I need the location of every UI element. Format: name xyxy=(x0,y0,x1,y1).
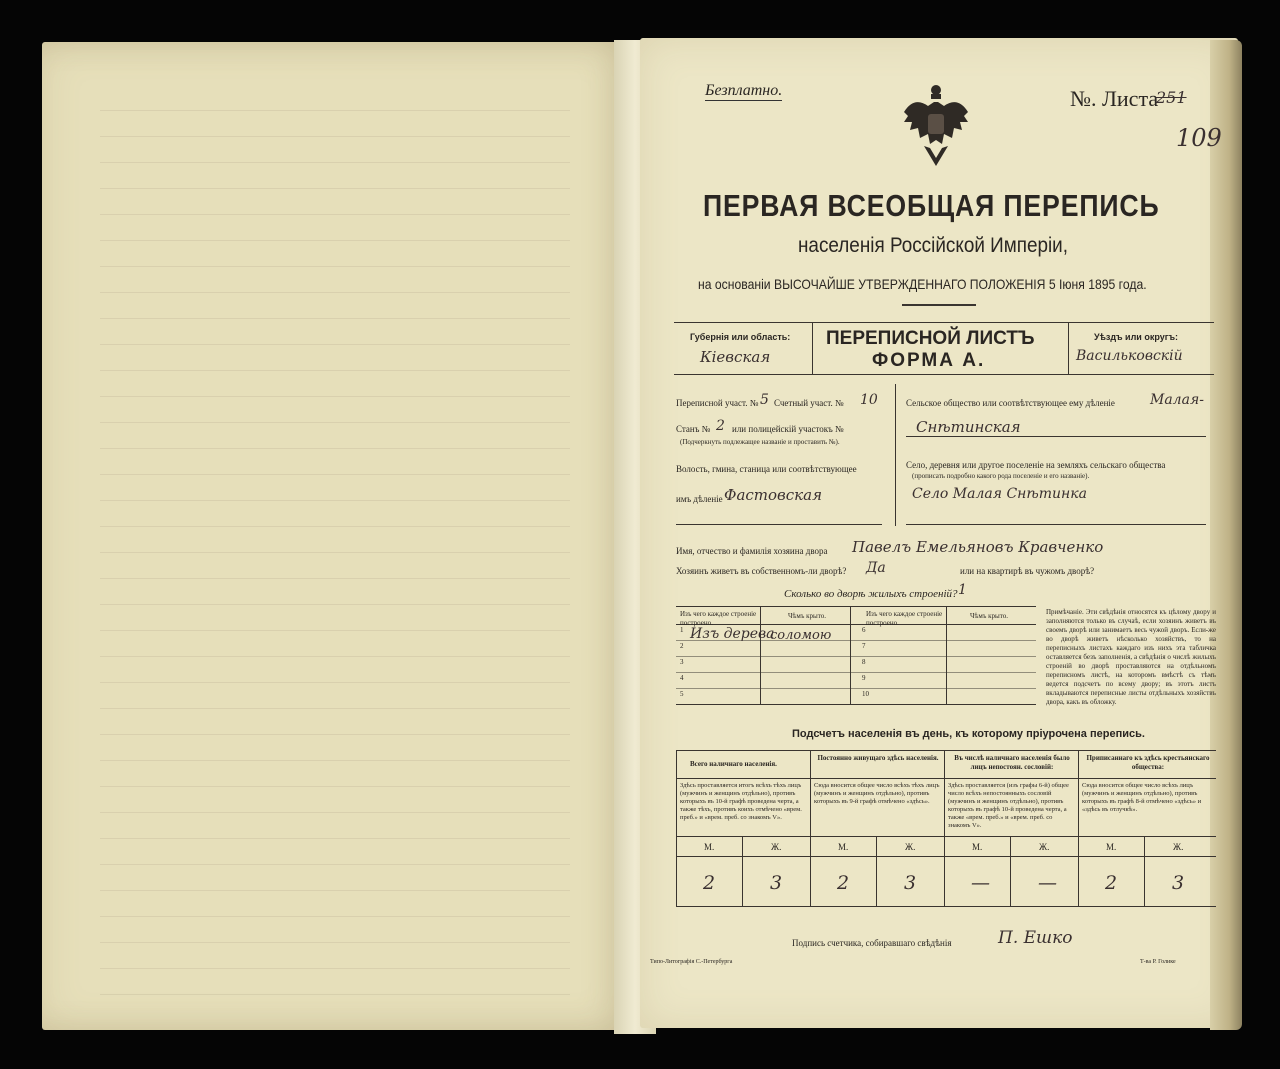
sex-column-label: Ж. xyxy=(1039,842,1050,852)
sex-column-label: М. xyxy=(838,842,849,852)
buildings-row-line xyxy=(676,688,1036,689)
ruling-line xyxy=(100,604,570,605)
sex-divider xyxy=(1144,836,1145,906)
left-page-blank xyxy=(42,42,628,1030)
ruling-line xyxy=(100,318,570,319)
owner-value: Павелъ Емельяновъ Кравченко xyxy=(852,538,1104,556)
summary-d4: Сюда вносится общее число всѣхъ лицъ (мужчинъ и женщинъ отдѣльно), противъ которыхъ въ графѣ 8-й отмѣчено «здѣсь» и «здѣсь въ отлучкѣ». xyxy=(1082,782,1202,813)
ruling-line xyxy=(100,578,570,579)
owner-lives-value: Да xyxy=(866,560,886,576)
form-header-divider xyxy=(1068,322,1069,374)
row-number: 10 xyxy=(862,690,869,698)
buildings-row-line xyxy=(676,656,1036,657)
ruling-line xyxy=(100,942,570,943)
ruling-line xyxy=(100,344,570,345)
village-label: Село, деревня или другое поселеніе на земляхъ сельскаго общества xyxy=(906,460,1166,470)
form-legal-basis: на основаніи ВЫСОЧАЙШЕ УТВЕРЖДЕННАГО ПОЛОЖЕНІЯ 5 Іюня 1895 года. xyxy=(698,276,1147,292)
sex-column-label: Ж. xyxy=(1173,842,1184,852)
summary-d2: Сюда вносится общее число всѣхъ тѣхъ лицъ (мужчинъ и женщинъ отдѣльно), противъ которыхъ въ 9-й графѣ отмѣчено «здѣсь». xyxy=(814,782,940,805)
summary-title: Подсчетъ населенія въ день, къ которому пріурочена перепись. xyxy=(792,728,1145,740)
buildings-table-divider xyxy=(850,606,851,704)
form-header-top-line xyxy=(674,322,1214,323)
roof-col-header-2: Чѣмъ крыто. xyxy=(970,612,1008,620)
stan-label: Станъ № xyxy=(676,424,711,434)
ornament-divider xyxy=(902,304,976,306)
count-section-value: 10 xyxy=(860,392,878,408)
count-value: 2 xyxy=(1105,872,1118,894)
ruling-line xyxy=(100,994,570,995)
ruling-line xyxy=(100,526,570,527)
printer-right: Т-ва Р. Голике xyxy=(1140,959,1176,965)
uezd-label: Уѣздъ или округъ: xyxy=(1094,332,1179,342)
sex-divider xyxy=(876,836,877,906)
row1-roof: соломою xyxy=(770,628,832,643)
sheet-type-line2: ФОРМА А. xyxy=(872,350,986,371)
ruling-line xyxy=(100,188,570,189)
summary-d1: Здѣсь проставляется итогъ всѣхъ тѣхъ лицъ (мужчинъ и женщинъ отдѣльно), противъ которыхъ въ 10-й графѣ проведена черта, а также тѣхъ, противъ коихъ отмѣчено «врем. преб.» и «врем. преб. со знакомъ V». xyxy=(680,782,802,821)
sheet-number-label: №. Листа xyxy=(1070,86,1159,111)
buildings-table-line xyxy=(676,704,1036,705)
ruling-line xyxy=(100,448,570,449)
underline-note: (Подчеркнуть подлежащее названіе и проставить №). xyxy=(680,438,840,446)
ruling-line xyxy=(100,682,570,683)
sex-divider xyxy=(742,836,743,906)
summary-line xyxy=(676,906,1216,907)
summary-line xyxy=(676,778,1216,779)
society-label: Сельское общество или соотвѣтствующее ему дѣленіе xyxy=(906,398,1115,408)
summary-divider xyxy=(810,750,811,906)
volost-value: Фастовская xyxy=(724,486,823,504)
note-text: Примѣчаніе. Эти свѣдѣнія относятся къ цѣлому двору и заполняются только въ случаѣ, если хозяинъ живетъ въ своемъ дворѣ или занимаетъ весь чужой дворъ. Если-же во дворѣ живетъ нѣсколько хозяйствъ, то на переписныхъ листахъ каждаго изъ нихъ эта табличка оставляется безъ заполненія, а свѣдѣнія о числѣ жилыхъ строеній во дворѣ проставляются на отдѣльномъ переписномъ листѣ, на которомъ вмѣстѣ съ тѣмъ ведется подсчетъ по всему двору; въ этотъ листъ вкладываются переписные листы отдѣльныхъ хозяйствъ двора, какъ въ обложку. xyxy=(1046,608,1216,706)
ruling-line xyxy=(100,136,570,137)
row-number: 9 xyxy=(862,674,866,682)
ruling-line xyxy=(100,396,570,397)
sex-column-label: Ж. xyxy=(771,842,782,852)
village-note: (прописать подробно какого рода поселеніе и его названіе). xyxy=(912,472,1090,480)
buildings-label: Сколько во дворѣ жилыхъ строеній? xyxy=(784,588,958,600)
gubernia-label: Губернія или область: xyxy=(690,332,791,342)
village-value: Село Малая Снѣтинка xyxy=(912,486,1087,502)
summary-h3: Въ числѣ наличнаго населенія было лицъ непостоян. сословій: xyxy=(954,754,1070,771)
owner-lives-label: Хозяинъ живетъ въ собственномъ-ли дворѣ? xyxy=(676,566,847,576)
society-underline xyxy=(906,436,1206,437)
ruling-line xyxy=(100,500,570,501)
buildings-table-divider xyxy=(760,606,761,704)
row-number: 3 xyxy=(680,658,684,666)
ruling-line xyxy=(100,812,570,813)
signature-label: Подпись счетчика, собиравшаго свѣдѣнія xyxy=(792,938,952,948)
row-number: 2 xyxy=(680,642,684,650)
roof-col-header: Чѣмъ крыто. xyxy=(788,612,826,620)
census-form-page xyxy=(640,38,1238,1028)
row-number: 7 xyxy=(862,642,866,650)
archive-number: 109 xyxy=(1176,124,1222,152)
uezd-value: Васильковскій xyxy=(1076,348,1183,364)
census-section-label: Переписной участ. № xyxy=(676,398,759,408)
ruling-line xyxy=(100,838,570,839)
ruling-line xyxy=(100,968,570,969)
sheet-type-line1: ПЕРЕПИСНОЙ ЛИСТЪ xyxy=(826,328,1035,349)
ruling-line xyxy=(100,708,570,709)
ruling-line xyxy=(100,864,570,865)
row-number: 5 xyxy=(680,690,684,698)
printer-left: Типо-Литографія С.-Петербурга xyxy=(650,959,733,965)
column-divider xyxy=(895,384,896,526)
material-col-header: Изъ чего каждое строеніе построено. xyxy=(680,610,757,627)
society-value-1: Малая- xyxy=(1150,392,1204,408)
ruling-line xyxy=(100,292,570,293)
row1-material: Изъ дерева xyxy=(690,626,775,642)
volost-underline xyxy=(676,524,882,525)
ruling-line xyxy=(100,266,570,267)
ruling-line xyxy=(100,734,570,735)
count-value: 3 xyxy=(770,872,783,894)
ruling-line xyxy=(100,916,570,917)
ruling-line xyxy=(100,786,570,787)
buildings-value: 1 xyxy=(958,582,967,598)
sex-column-label: Ж. xyxy=(905,842,916,852)
free-label: Безплатно. xyxy=(705,82,783,99)
ruling-line xyxy=(100,162,570,163)
sex-column-label: М. xyxy=(972,842,983,852)
buildings-table-line xyxy=(676,606,1036,607)
count-value: — xyxy=(971,872,990,894)
count-value: 2 xyxy=(703,872,716,894)
count-section-label: Счетный участ. № xyxy=(774,398,844,408)
apartment-label: или на квартирѣ въ чужомъ дворѣ? xyxy=(960,566,1095,576)
summary-h1: Всего наличнаго населенія. xyxy=(690,760,777,768)
count-value: 2 xyxy=(837,872,850,894)
ruling-line xyxy=(100,422,570,423)
owner-label: Имя, отчество и фамилія хозяина двора xyxy=(676,546,828,556)
row-number: 4 xyxy=(680,674,684,682)
form-header-bottom-line xyxy=(674,374,1214,375)
ruling-line xyxy=(100,370,570,371)
summary-line xyxy=(676,856,1216,857)
summary-divider xyxy=(944,750,945,906)
volost-label-2: имъ дѣленіе xyxy=(676,494,723,504)
gubernia-value: Кіевская xyxy=(700,348,771,366)
sex-column-label: М. xyxy=(704,842,715,852)
sex-column-label: М. xyxy=(1106,842,1117,852)
form-subtitle: населенія Россійской Имперіи, xyxy=(798,234,1068,257)
ruling-line xyxy=(100,656,570,657)
volost-label: Волость, гмина, станица или соотвѣтствующее xyxy=(676,464,857,474)
society-value-2: Снѣтинская xyxy=(916,418,1021,436)
ruling-line xyxy=(100,214,570,215)
ruling-line xyxy=(100,760,570,761)
count-value: 3 xyxy=(904,872,917,894)
police-section-label: или полицейскій участокъ № xyxy=(732,424,844,434)
form-header-divider xyxy=(812,322,813,374)
summary-h2: Постоянно живущаго здѣсь населенія. xyxy=(817,754,939,762)
ruling-line xyxy=(100,110,570,111)
row-number: 1 xyxy=(680,626,684,634)
material-col-header-2: Изъ чего каждое строеніе построено. xyxy=(866,610,943,627)
ruling-line xyxy=(100,552,570,553)
village-underline xyxy=(906,524,1206,525)
summary-line xyxy=(676,836,1216,837)
buildings-row-line xyxy=(676,672,1036,673)
sex-divider xyxy=(1010,836,1011,906)
double-headed-eagle-emblem xyxy=(894,82,978,172)
ruling-line xyxy=(100,474,570,475)
row-number: 8 xyxy=(862,658,866,666)
signature-value: П. Ешко xyxy=(998,928,1073,948)
ruling-line xyxy=(100,240,570,241)
page-edge xyxy=(1210,40,1242,1030)
count-value: 3 xyxy=(1172,872,1185,894)
ruling-line xyxy=(100,890,570,891)
summary-d3: Здѣсь проставляется (изъ графы 6-й) общее число всѣхъ непостоянныхъ сословій (мужчинъ и женщинъ отдѣльно), противъ которыхъ въ графѣ 10-й проведена черта, а также «врем. преб.» и «врем. преб. со знакомъ V». xyxy=(948,782,1069,829)
summary-line xyxy=(676,750,1216,751)
count-value: — xyxy=(1038,872,1057,894)
summary-divider xyxy=(1078,750,1079,906)
stan-value: 2 xyxy=(716,418,725,434)
sheet-number-value: 251 xyxy=(1156,88,1187,107)
summary-h4: Приписаннаго къ здѣсь крестьянскаго общества: xyxy=(1086,754,1210,771)
census-section-value: 5 xyxy=(760,392,769,408)
summary-divider xyxy=(676,750,677,906)
row-number: 6 xyxy=(862,626,866,634)
buildings-table-divider xyxy=(946,606,947,704)
ruling-line xyxy=(100,630,570,631)
form-main-title: ПЕРВАЯ ВСЕОБЩАЯ ПЕРЕПИСЬ xyxy=(703,188,1160,223)
